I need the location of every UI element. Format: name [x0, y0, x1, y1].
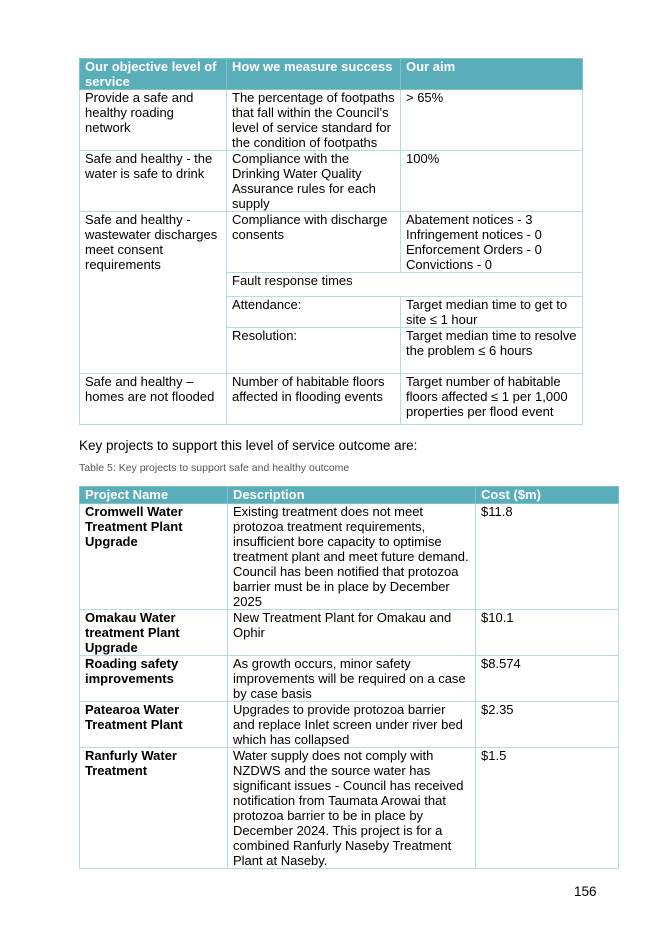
attendance-label: Attendance:	[227, 297, 401, 328]
description-cell: As growth occurs, minor safety improvements will be required on a case by case basis	[228, 656, 476, 702]
objective-cell: Safe and healthy – homes are not flooded	[80, 374, 227, 425]
aim-line: Enforcement Orders - 0	[406, 242, 542, 257]
table-row	[80, 702, 619, 748]
fault-response-cell: Fault response times	[227, 273, 583, 297]
header-description: Description	[228, 487, 476, 504]
header-measure: How we measure success	[227, 59, 401, 90]
aim-line: Infringement notices - 0	[406, 227, 542, 242]
table-row	[80, 748, 619, 869]
project-name-cell: Cromwell Water Treatment Plant Upgrade	[80, 504, 228, 610]
aim-line: Convictions - 0	[406, 257, 492, 272]
table-row	[80, 90, 583, 151]
attendance-aim: Target median time to get to site ≤ 1 hour	[401, 297, 583, 328]
intro-text: Key projects to support this level of service outcome are:	[79, 438, 418, 453]
aim-cell	[401, 212, 583, 273]
cost-cell: $10.1	[476, 610, 619, 656]
measure-cell: Compliance with discharge consents	[227, 212, 401, 273]
objective-cell: Safe and healthy - wastewater discharges meet consent requirements	[80, 212, 227, 374]
cost-cell: $11.8	[476, 504, 619, 610]
project-name-cell: Roading safety improvements	[80, 656, 228, 702]
key-projects-table	[79, 486, 619, 869]
cost-cell: $8.574	[476, 656, 619, 702]
header-aim: Our aim	[401, 59, 583, 90]
table-row	[80, 151, 583, 212]
aim-cell: Target number of habitable floors affected ≤ 1 per 1,000 properties per flood event	[401, 374, 583, 425]
table-header-row	[80, 487, 619, 504]
cost-cell: $1.5	[476, 748, 619, 869]
table-header-row	[80, 59, 583, 90]
table-caption: Table 5: Key projects to support safe and healthy outcome	[79, 462, 350, 474]
project-name-cell: Ranfurly Water Treatment	[80, 748, 228, 869]
level-of-service-table	[79, 58, 583, 425]
project-name-cell: Omakau Water treatment Plant Upgrade	[80, 610, 228, 656]
aim-line: Abatement notices - 3	[406, 212, 533, 227]
header-cost: Cost ($m)	[476, 487, 619, 504]
header-project-name: Project Name	[80, 487, 228, 504]
table-row	[80, 610, 619, 656]
page-number: 156	[574, 884, 597, 899]
description-cell: Existing treatment does not meet protozoa treatment requirements, insufficient bore capacity to optimise treatment plant and meet future demand. Council has been notified that protozoa barrier must be in place by December 2025	[228, 504, 476, 610]
cost-cell: $2.35	[476, 702, 619, 748]
table-row	[80, 212, 583, 273]
measure-cell: The percentage of footpaths that fall within the Council’s level of service standard for the condition of footpaths	[227, 90, 401, 151]
project-name-cell: Patearoa Water Treatment Plant	[80, 702, 228, 748]
header-objective: Our objective level of service	[80, 59, 227, 90]
description-cell: New Treatment Plant for Omakau and Ophir	[228, 610, 476, 656]
objective-cell: Safe and healthy - the water is safe to drink	[80, 151, 227, 212]
measure-cell: Compliance with the Drinking Water Quality Assurance rules for each supply	[227, 151, 401, 212]
table-row	[80, 374, 583, 425]
objective-cell: Provide a safe and healthy roading network	[80, 90, 227, 151]
aim-cell: > 65%	[401, 90, 583, 151]
table-row	[80, 504, 619, 610]
description-cell: Upgrades to provide protozoa barrier and replace Inlet screen under river bed which has collapsed	[228, 702, 476, 748]
aim-cell: 100%	[401, 151, 583, 212]
description-cell: Water supply does not comply with NZDWS and the source water has significant issues - Council has received notification from Taumata Arowai that protozoa barrier to be in place by December 2024. This project is for a combined Ranfurly Naseby Treatment Plant at Naseby.	[228, 748, 476, 869]
resolution-label: Resolution:	[227, 328, 401, 374]
resolution-aim: Target median time to resolve the problem ≤ 6 hours	[401, 328, 583, 374]
measure-cell: Number of habitable floors affected in flooding events	[227, 374, 401, 425]
table-row	[80, 656, 619, 702]
